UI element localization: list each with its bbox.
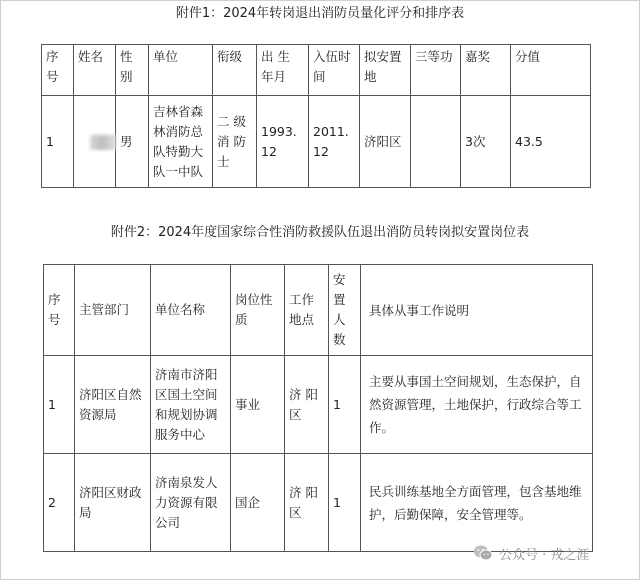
header-cell: 单位名称 bbox=[151, 265, 231, 356]
header-cell: 单位 bbox=[149, 45, 213, 96]
header-cell: 出 生 年月 bbox=[257, 45, 309, 96]
cell-award: 3次 bbox=[461, 96, 511, 188]
cell-enlist: 2011.12 bbox=[309, 96, 360, 188]
header-cell: 安置人数 bbox=[329, 265, 361, 356]
header-cell: 嘉奖 bbox=[461, 45, 511, 96]
cell-birth: 1993.12 bbox=[257, 96, 309, 188]
header-cell: 入伍时间 bbox=[309, 45, 360, 96]
table-row bbox=[44, 356, 593, 454]
header-cell: 工作地点 bbox=[285, 265, 329, 356]
redacted-name bbox=[90, 135, 116, 150]
cell-unit: 济南市济阳区国土空间和规划协调服务中心 bbox=[151, 356, 231, 454]
cell-no: 1 bbox=[42, 96, 74, 188]
header-cell: 具体从事工作说明 bbox=[361, 265, 593, 356]
cell-placement: 济阳区 bbox=[360, 96, 411, 188]
header-cell: 主管部门 bbox=[75, 265, 151, 356]
header-cell: 姓名 bbox=[74, 45, 116, 96]
cell-count: 1 bbox=[329, 356, 361, 454]
cell-no: 2 bbox=[44, 454, 75, 552]
table-row bbox=[42, 96, 591, 188]
table-header-row bbox=[44, 265, 593, 356]
header-cell: 岗位性质 bbox=[231, 265, 285, 356]
cell-dept: 济阳区自然资源局 bbox=[75, 356, 151, 454]
table-header-row bbox=[42, 45, 591, 96]
header-cell: 拟安置地 bbox=[360, 45, 411, 96]
cell-location: 济 阳 区 bbox=[285, 454, 329, 552]
header-cell: 衔级 bbox=[213, 45, 257, 96]
placement-positions-table bbox=[43, 264, 593, 552]
attachment1-caption: 附件1：2024年转岗退出消防员量化评分和排序表 bbox=[175, 6, 465, 21]
cell-nature: 国企 bbox=[231, 454, 285, 552]
watermark-text: 公众号 · 戎之涯 bbox=[499, 547, 590, 563]
cell-dept: 济阳区财政局 bbox=[75, 454, 151, 552]
cell-name bbox=[74, 96, 116, 188]
cell-gender: 男 bbox=[116, 96, 149, 188]
score-ranking-table bbox=[41, 44, 591, 188]
header-cell: 分值 bbox=[511, 45, 591, 96]
cell-desc: 民兵训练基地全方面管理，包含基地维护，后勤保障，安全管理等。 bbox=[361, 454, 593, 552]
wechat-icon bbox=[473, 544, 493, 562]
header-cell: 三等功 bbox=[411, 45, 461, 96]
cell-unit: 吉林省森林消防总队特勤大队一中队 bbox=[149, 96, 213, 188]
cell-location: 济 阳 区 bbox=[285, 356, 329, 454]
cell-no: 1 bbox=[44, 356, 75, 454]
header-cell: 序号 bbox=[42, 45, 74, 96]
attachment2-caption: 附件2：2024年度国家综合性消防救援队伍退出消防员转岗拟安置岗位表 bbox=[110, 225, 530, 240]
table-row bbox=[44, 454, 593, 552]
cell-nature: 事业 bbox=[231, 356, 285, 454]
cell-desc: 主要从事国土空间规划，生态保护，自然资源管理，土地保护，行政综合等工作。 bbox=[361, 356, 593, 454]
cell-unit: 济南泉发人力资源有限公司 bbox=[151, 454, 231, 552]
cell-score: 43.5 bbox=[511, 96, 591, 188]
cell-count: 1 bbox=[329, 454, 361, 552]
watermark bbox=[473, 541, 589, 565]
cell-rank: 二 级 消 防 士 bbox=[213, 96, 257, 188]
header-cell: 性别 bbox=[116, 45, 149, 96]
cell-merit bbox=[411, 96, 461, 188]
header-cell: 序号 bbox=[44, 265, 75, 356]
